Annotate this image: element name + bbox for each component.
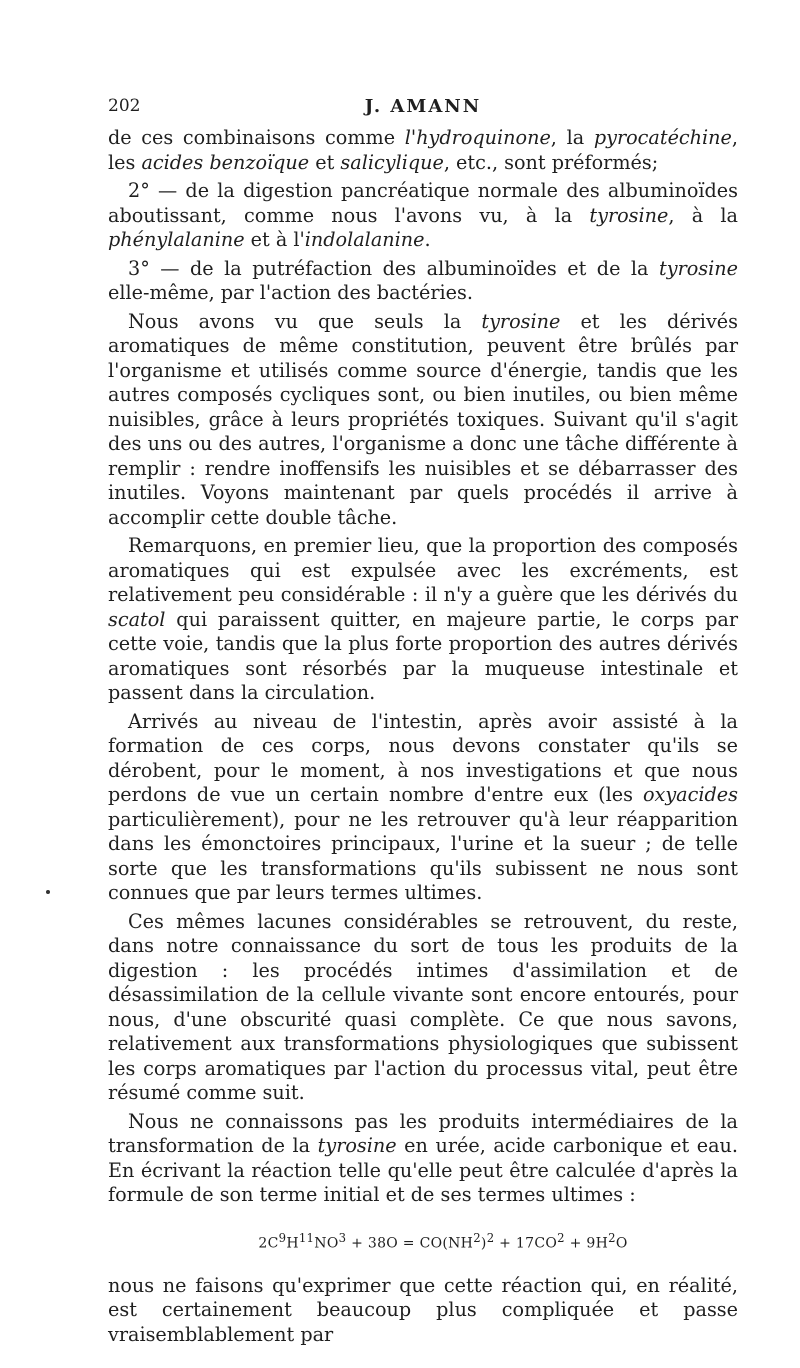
page-header (108, 96, 738, 122)
page-number: 202 (108, 96, 141, 116)
paragraph: Nous ne connaissons pas les produits intermédiaires de la transformation de la tyrosine en urée, acide carbonique et eau. En écrivant la réaction telle qu'elle peut être calculée d'après la formule de son terme initial et de ses termes ultimes : (108, 1109, 738, 1206)
chemical-formula: $2C^9H^{11}NO^3 + 38O = CO(NH^2)^2 + 17CO^2 + 9H^2O$ (258, 1230, 628, 1252)
paragraph: Arrivés au niveau de l'intestin, après avoir assisté à la formation de ces corps, nous devons constater qu'ils se dérobent, pour le moment, à nos investigations et que nous perdons de vue un certain nombre d'entre eux (les oxyacides particulièrement), pour ne les retrouver qu'à leur réapparition dans les émonctoires principaux, l'urine et la sueur ; de telle sorte que les transformations qu'ils subissent ne nous sont connues que par leurs termes ultimes. (108, 709, 738, 904)
paragraph-continuation: de ces combinaisons comme l'hydroquinone, la pyrocatéchine, les acides benzoïque et salicylique, etc., sont préformés; (108, 126, 738, 174)
body-text (108, 126, 738, 1351)
paragraph-item-3: 3° — de la putréfaction des albuminoïdes et de la tyrosine elle-même, par l'action des bactéries. (108, 256, 738, 304)
running-head-author: J. AMANN (364, 96, 482, 117)
paragraph: Ces mêmes lacunes considérables se retrouvent, du reste, dans notre connaissance du sort de tous les produits de la digestion : les procédés intimes d'assimilation et de désassimilation de la cellule vivante sont encore entourés, pour nous, d'une obscurité quasi complète. Ce que nous savons, relativement aux transformations physiologiques que subissent les corps aromatiques par l'action du processus vital, peut être résumé comme suit. (108, 909, 738, 1104)
paragraph-continued: nous ne faisons qu'exprimer que cette réaction qui, en réalité, est certainement beaucoup plus compliquée et passe vraisemblablement par (108, 1273, 738, 1346)
paragraph-item-2: 2° — de la digestion pancréatique normale des albuminoïdes aboutissant, comme nous l'avons vu, à la tyrosine, à la phénylalanine et à l'indolalanine. (108, 179, 738, 251)
margin-dot (46, 890, 50, 894)
paragraph: Remarquons, en premier lieu, que la proportion des composés aromatiques qui est expulsée avec les excréments, est relativement peu considérable : il n'y a guère que les dérivés du scatol qui paraissent quitter, en majeure partie, le corps par cette voie, tandis que la plus forte proportion des autres dérivés aromatiques sont résorbés par la muqueuse intestinale et passent dans la circulation. (108, 534, 738, 704)
paragraph: Nous avons vu que seuls la tyrosine et les dérivés aromatiques de même constitution, peuvent être brûlés par l'organisme et utilisés comme source d'énergie, tandis que les autres composés cycliques sont, ou bien inutiles, ou bien même nuisibles, grâce à leurs propriétés toxiques. Suivant qu'il s'agit des uns ou des autres, l'organisme a donc une tâche différente à remplir : rendre inoffensifs les nuisibles et se débarrasser des inutiles. Voyons maintenant par quels procédés il arrive à accomplir cette double tâche. (108, 309, 738, 529)
